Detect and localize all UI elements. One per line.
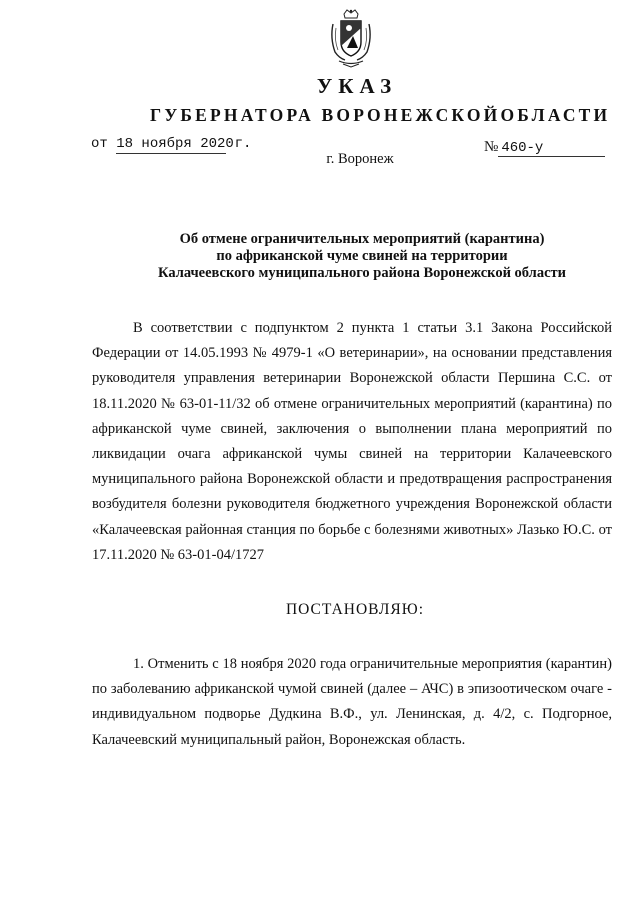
heading-line: Об отмене ограничительных мероприятий (карантина) (179, 231, 545, 247)
document-heading (92, 231, 632, 282)
resolution-heading: ПОСТАНОВЛЯЮ: (285, 601, 425, 618)
preamble-paragraph: В соответствии с подпунктом 2 пункта 1 статьи 3.1 Закона Российской Федерации от 14.05.1993 № 4979-1 «О ветеринарии», на основании представления руководителя управления ветеринарии Воронежской области Першина С.С. от 18.11.2020 № 63-01-11/32 об отмене ограничительных мероприятий (карантина) по африканской чуме свиней, заключения о выполнении плана мероприятий по ликвидации очага африканской чумы свиней на территории Калачеевского муниципального района Воронежской области и предотвращения распространения возбудителя болезни руководителя бюджетного учреждения Воронежской области «Калачеевская районная станция по борьбе с болезнями животных» Лазько Ю.С. от 17.11.2020 № 63-01-04/1727 (92, 320, 612, 563)
clause-1-paragraph: 1. Отменить с 18 ноября 2020 года ограничительные мероприятия (карантин) по заболеванию африканской чумой свиней (далее – АЧС) в эпизоотическом очаге - индивидуальном подворье Дудкина В.Ф., ул. Ленинская, д. 4/2, с. Подгорное, Калачеевский муниципальный район, Воронежская область. (92, 656, 612, 748)
heading-line: Калачеевского муниципального района Воронежской области (158, 265, 566, 281)
date-prefix: от (91, 136, 108, 152)
date-suffix: г. (234, 136, 252, 152)
number-value: 460-у (498, 140, 605, 157)
document-city: г. Воронеж (326, 151, 394, 167)
document-type-title: УКАЗ (316, 74, 398, 98)
heading-line: по африканской чуме свиней на территории (216, 248, 508, 264)
coat-of-arms-emblem (327, 8, 375, 68)
issuer-title: ГУБЕРНАТОРА ВОРОНЕЖСКОЙОБЛАСТИ (150, 105, 611, 125)
number-sign: № (484, 139, 499, 155)
date-value: 18 ноября 2020 (116, 136, 234, 152)
